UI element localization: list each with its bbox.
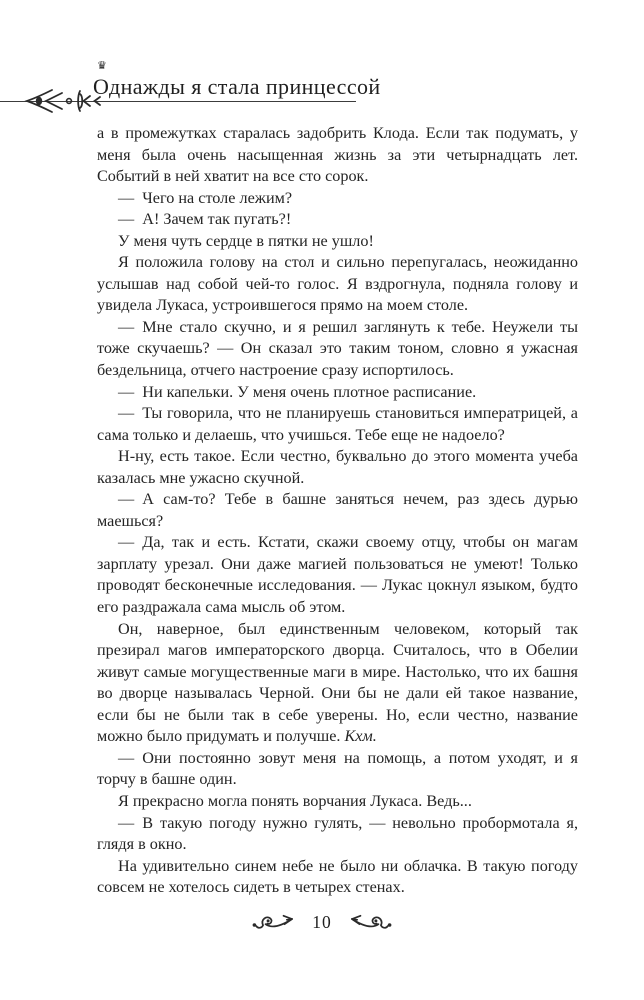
book-title: Однажды я стала принцессой [93, 74, 381, 99]
flourish-left-icon [251, 910, 297, 934]
italic-word: Кхм. [344, 727, 377, 746]
paragraph: — Они постоянно зовут меня на помощь, а потом уходят, и я торчу в башне один. [97, 748, 578, 789]
paragraph: — Ты говорила, что не планируешь становиться императрицей, а сама только и делаешь, что учишься. Тебе еще не надоело? [97, 404, 578, 444]
flourish-right-icon [347, 910, 393, 934]
paragraph: — А! Зачем так пугать?! [118, 210, 292, 229]
crown-icon: ♛ [97, 59, 107, 72]
paragraph: На удивительно синем небе не было ни облачка. В такую погоду совсем не хотелось сидеть в четырех стенах. [97, 856, 578, 897]
page-number: 10 [312, 911, 332, 932]
paragraph: — А сам-то? Тебе в башне заняться нечем, раз здесь дурью маешься? [97, 490, 578, 530]
paragraph: — Да, так и есть. Кстати, скажи своему отцу, чтобы он магам зарплату урезал. Они даже магией пользоваться не умеют! Только проводят бесконечные исследования. — Лукас цокнул языком, будто его раздражала сама мысль об этом. [97, 533, 578, 617]
paragraph: Я прекрасно могла понять ворчания Лукаса. Ведь... [118, 791, 472, 810]
paragraph: Н-ну, есть такое. Если честно, буквально до этого момента учеба казалась мне ужасно скучной. [97, 447, 578, 487]
paragraph: — Мне стало скучно, и я решил заглянуть к тебе. Неужели ты тоже скучаешь? — Он сказал это таким тоном, словно я ужасная бездельница, отчего настроение сразу испортилось. [97, 317, 578, 380]
paragraph: У меня чуть сердце в пятки не ушло! [118, 231, 374, 250]
paragraph: — Ни капельки. У меня очень плотное расписание. [118, 382, 477, 401]
paragraph: Я положила голову на стол и сильно перепугалась, неожиданно услышав над собой чей-то голос. Я вздрогнула, подняла голову и увидела Лукаса, устроившегося прямо на моем столе. [97, 253, 578, 315]
page-body [97, 123, 578, 899]
paragraph [97, 619, 578, 748]
paragraph: а в промежутках старалась задобрить Клода. Если так подумать, у меня была очень насыщенная жизнь за эти четырнадцать лет. Событий в ней хватит на все сто сорок. [97, 124, 578, 186]
paragraph-text: Он, наверное, был единственным человеком, который так презирал магов императорского дворца. Считалось, что в Обелии живут самые могущественные маги в мире. Настолько, что их башня во дворце называлась Черной. Они бы не дали ей такое название, если бы не были так в себе уверены. Но, если честно, название можно было придумать и получше. [97, 619, 578, 746]
paragraph: — В такую погоду нужно гулять, — невольно пробормотала я, глядя в окно. [97, 813, 578, 854]
paragraph: — Чего на столе лежим? [118, 188, 293, 207]
page-footer [0, 906, 644, 938]
